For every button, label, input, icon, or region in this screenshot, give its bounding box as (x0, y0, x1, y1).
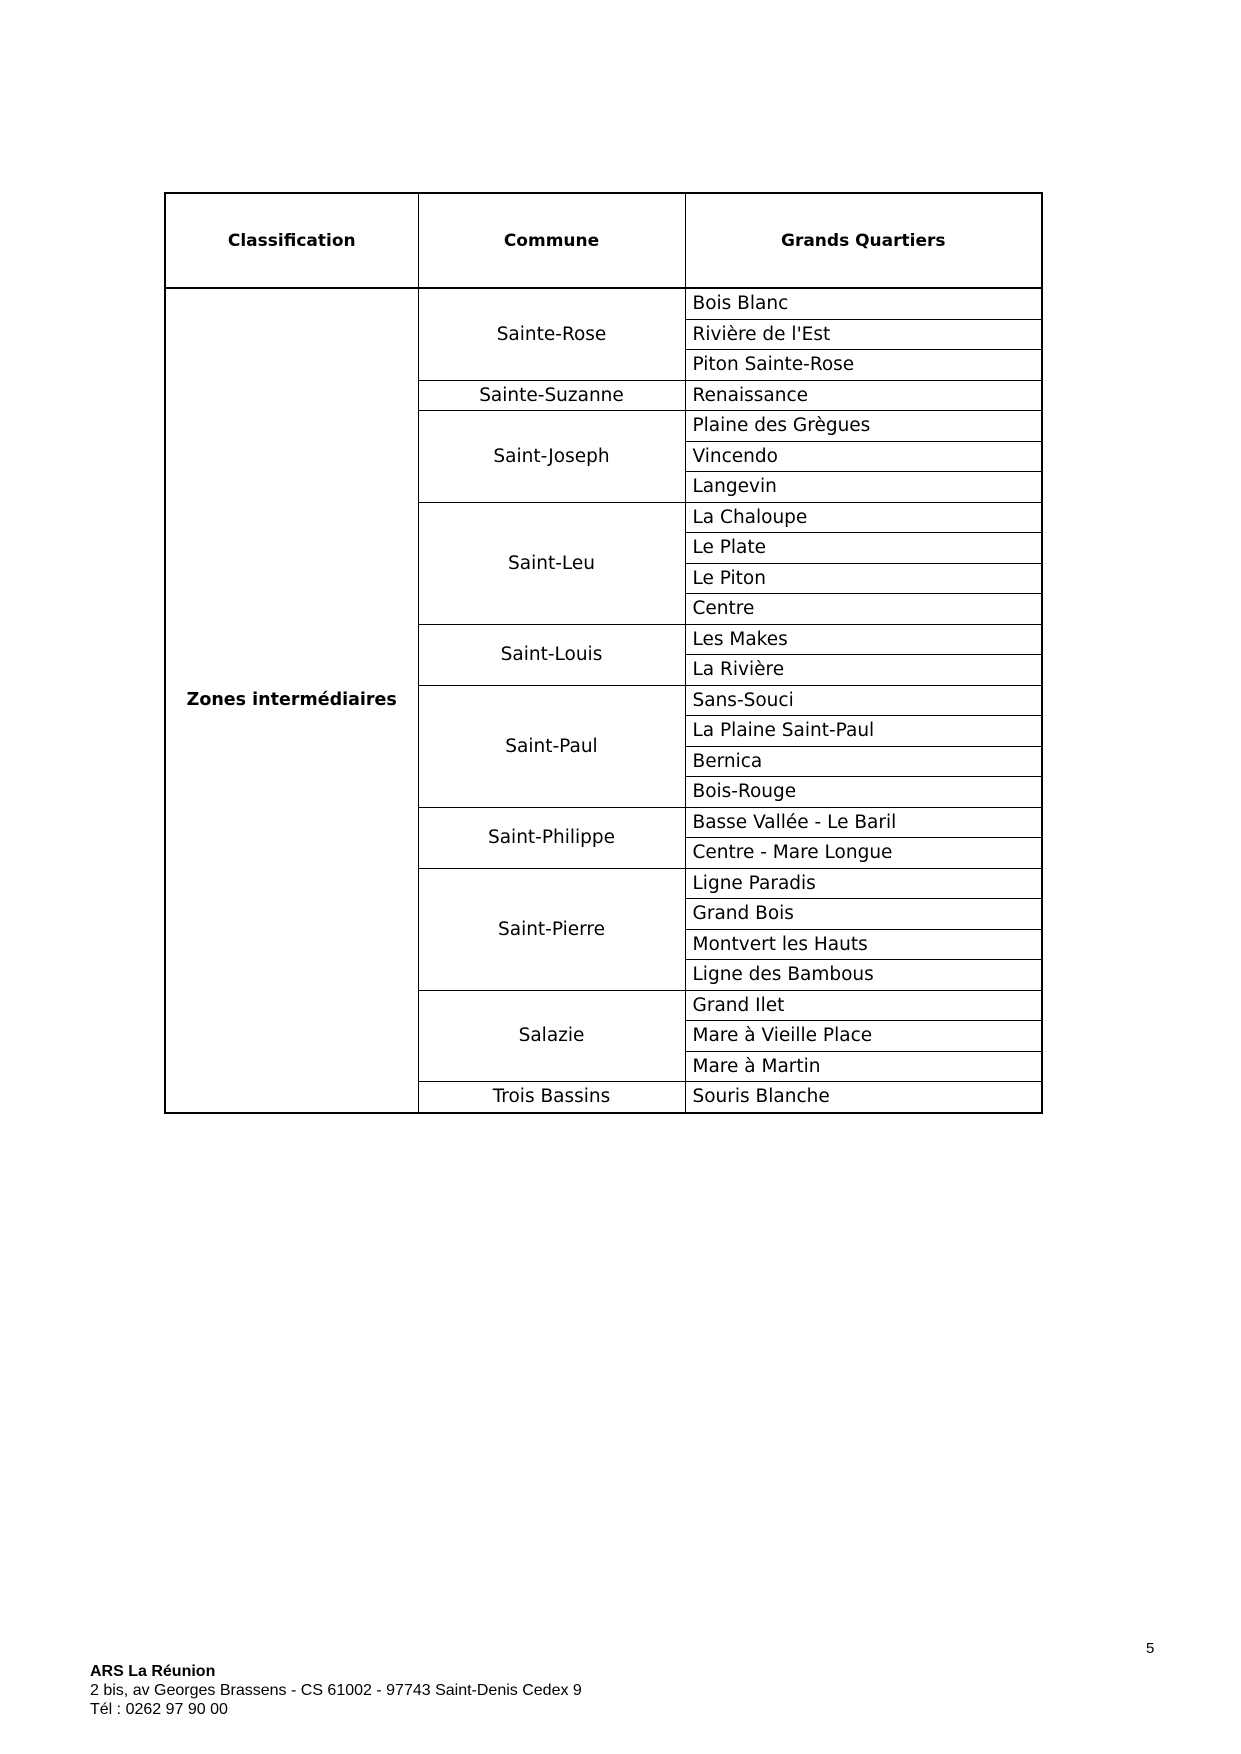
footer (90, 1662, 582, 1719)
quartier-cell: Langevin (685, 472, 1042, 503)
quartier-cell: Mare à Martin (685, 1051, 1042, 1082)
commune-cell: Trois Bassins (418, 1082, 685, 1113)
quartier-cell: Renaissance (685, 380, 1042, 411)
header-commune: Commune (418, 193, 685, 288)
commune-cell: Saint-Joseph (418, 411, 685, 503)
footer-address: 2 bis, av Georges Brassens - CS 61002 - 97743 Saint-Denis Cedex 9 (90, 1682, 582, 1699)
zones-table (164, 192, 1043, 1114)
quartier-cell: Piton Sainte-Rose (685, 350, 1042, 381)
quartier-cell: Le Plate (685, 533, 1042, 564)
quartier-cell: Centre (685, 594, 1042, 625)
table-row (165, 288, 1042, 319)
quartier-cell: Grand Bois (685, 899, 1042, 930)
quartier-cell: Bois Blanc (685, 288, 1042, 319)
quartier-cell: La Rivière (685, 655, 1042, 686)
page-number: 5 (1146, 1640, 1155, 1657)
table-header-row (165, 193, 1042, 288)
footer-organization: ARS La Réunion (90, 1663, 216, 1680)
commune-cell: Saint-Pierre (418, 868, 685, 990)
quartier-cell: Grand Ilet (685, 990, 1042, 1021)
quartier-cell: Ligne Paradis (685, 868, 1042, 899)
quartier-cell: La Plaine Saint-Paul (685, 716, 1042, 747)
quartier-cell: Vincendo (685, 441, 1042, 472)
quartier-cell: Mare à Vieille Place (685, 1021, 1042, 1052)
quartier-cell: Souris Blanche (685, 1082, 1042, 1113)
commune-cell: Sainte-Rose (418, 288, 685, 380)
footer-phone: Tél : 0262 97 90 00 (90, 1701, 228, 1718)
quartier-cell: Rivière de l'Est (685, 319, 1042, 350)
quartier-cell: Ligne des Bambous (685, 960, 1042, 991)
commune-cell: Saint-Louis (418, 624, 685, 685)
quartier-cell: Bois-Rouge (685, 777, 1042, 808)
quartier-cell: Les Makes (685, 624, 1042, 655)
commune-cell: Saint-Leu (418, 502, 685, 624)
commune-cell: Sainte-Suzanne (418, 380, 685, 411)
header-classification: Classification (165, 193, 418, 288)
quartier-cell: La Chaloupe (685, 502, 1042, 533)
quartier-cell: Basse Vallée - Le Baril (685, 807, 1042, 838)
commune-cell: Salazie (418, 990, 685, 1082)
quartier-cell: Plaine des Grègues (685, 411, 1042, 442)
classification-cell: Zones intermédiaires (165, 288, 418, 1113)
quartier-cell: Le Piton (685, 563, 1042, 594)
commune-cell: Saint-Paul (418, 685, 685, 807)
commune-cell: Saint-Philippe (418, 807, 685, 868)
header-grands-quartiers: Grands Quartiers (685, 193, 1042, 288)
quartier-cell: Centre - Mare Longue (685, 838, 1042, 869)
table-body (165, 288, 1042, 1113)
quartier-cell: Bernica (685, 746, 1042, 777)
quartier-cell: Montvert les Hauts (685, 929, 1042, 960)
quartier-cell: Sans-Souci (685, 685, 1042, 716)
